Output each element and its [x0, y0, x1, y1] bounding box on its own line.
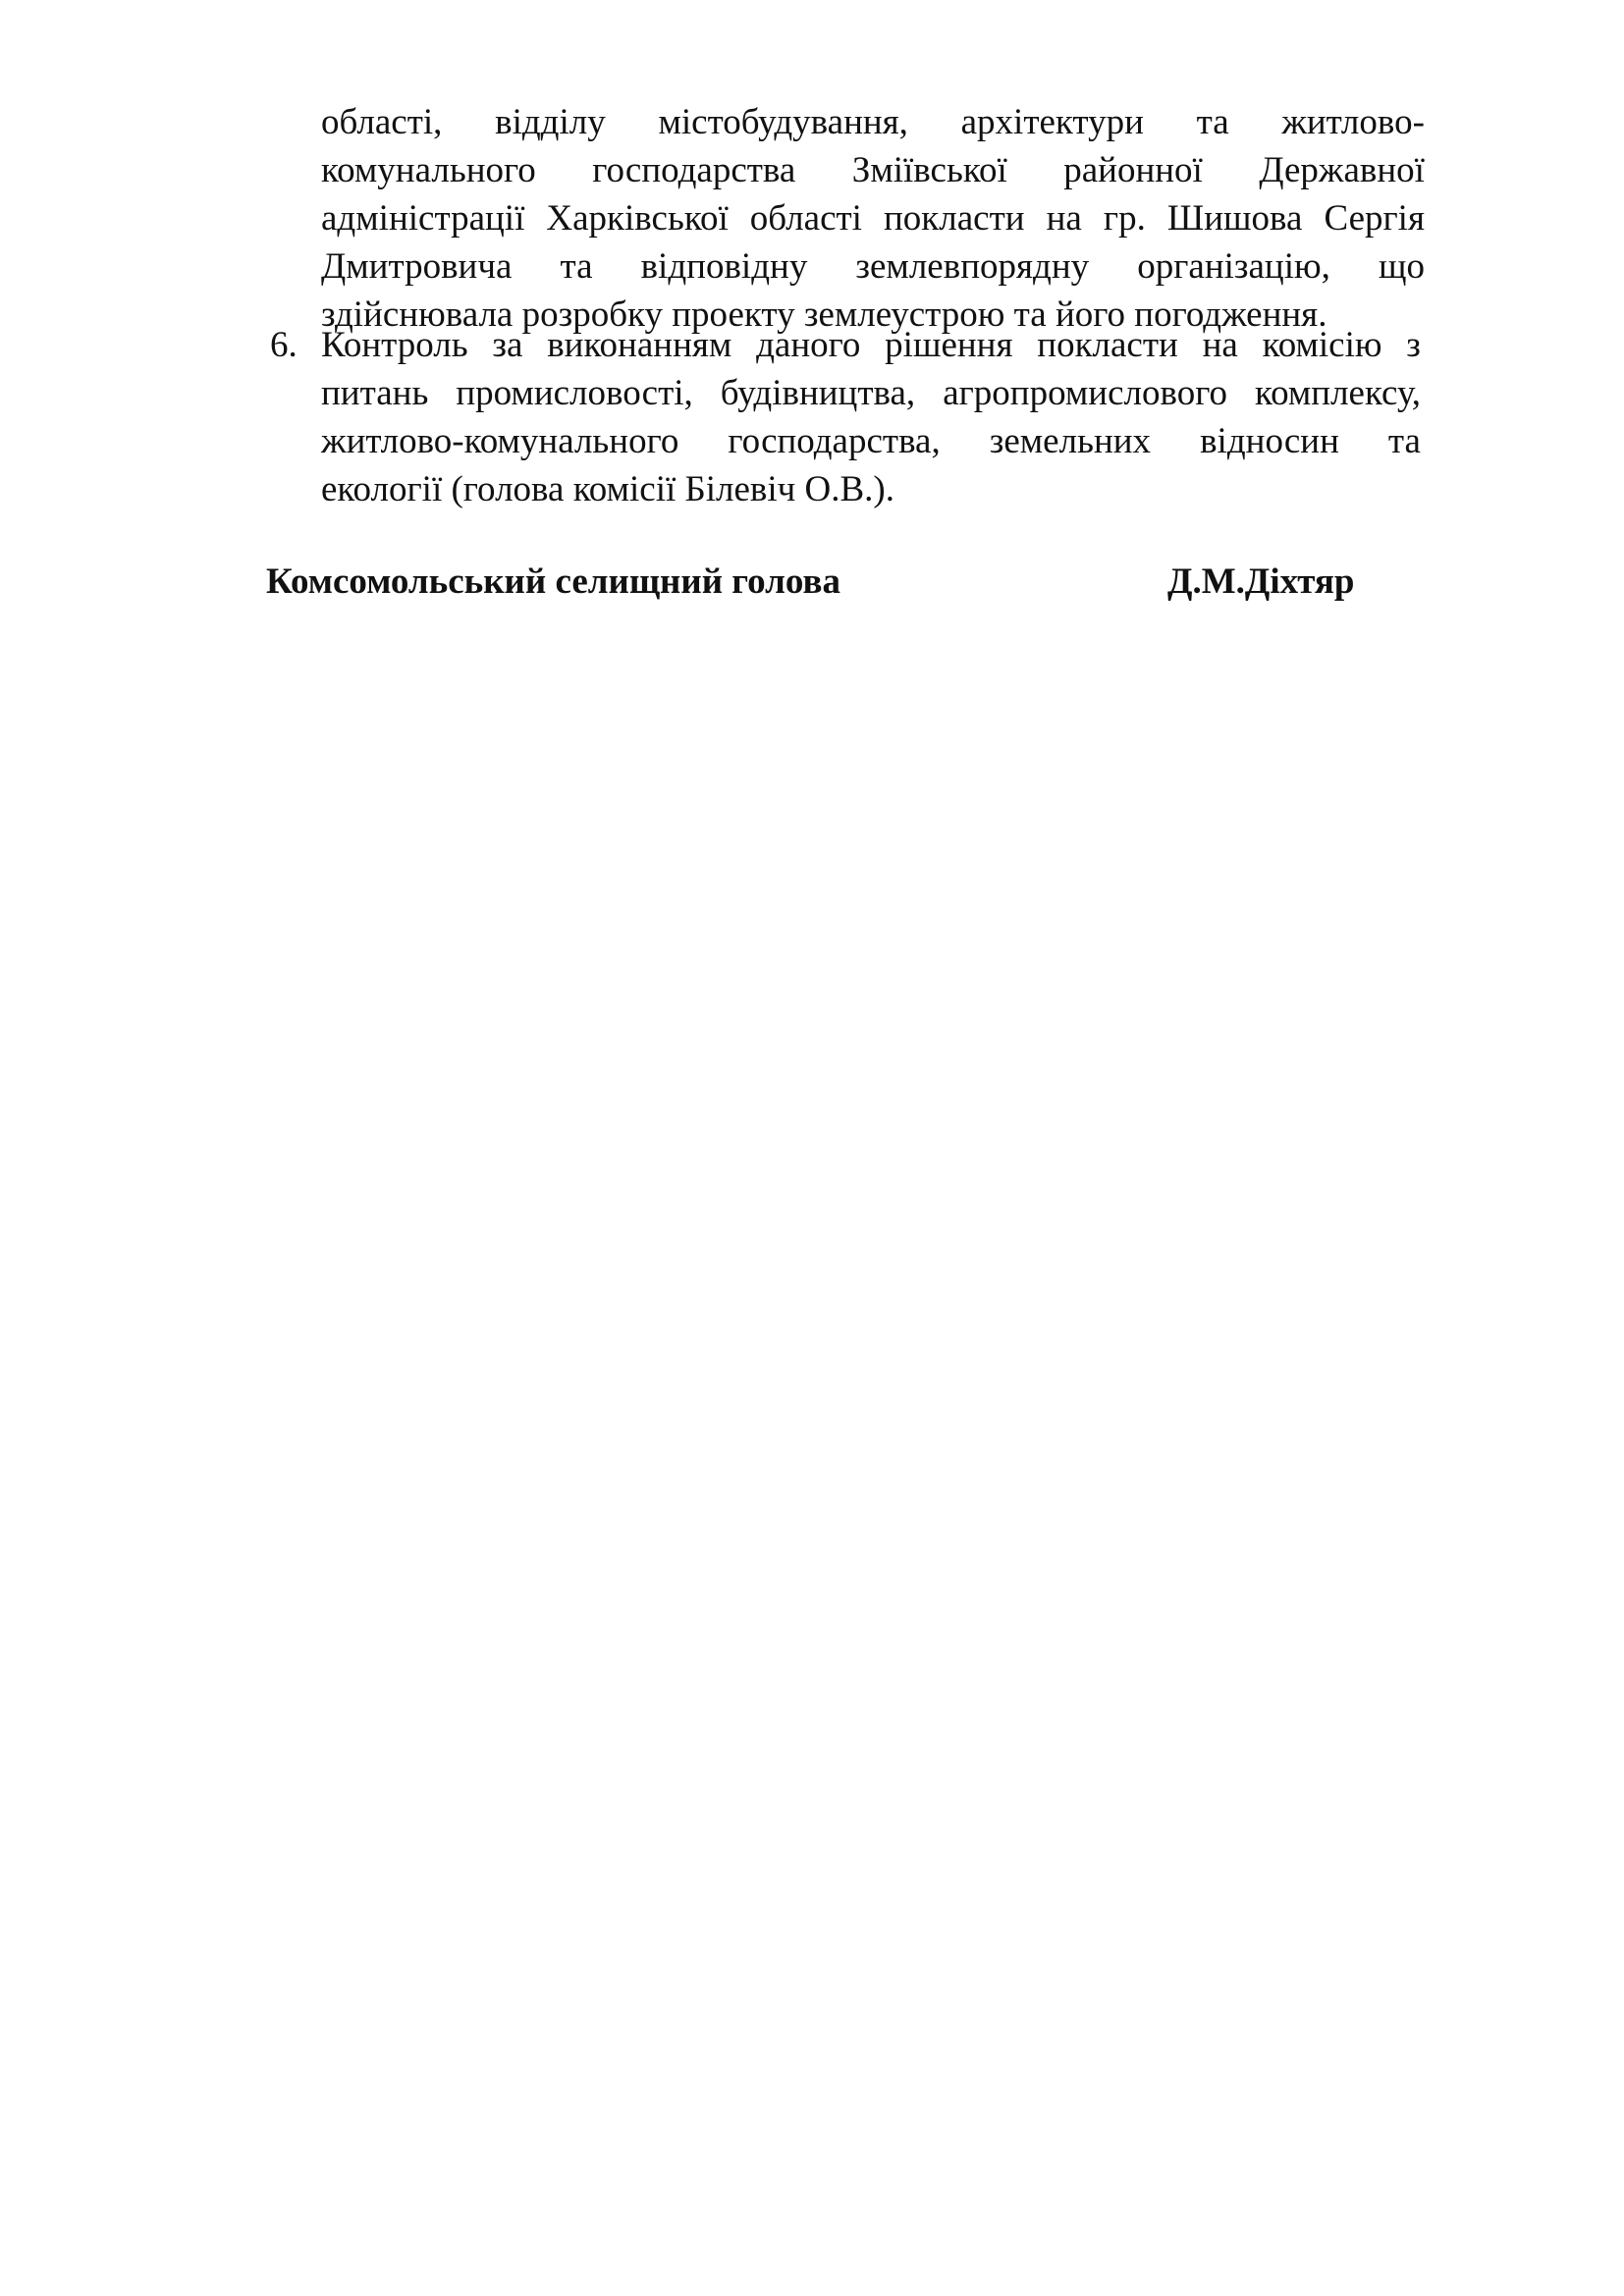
word: комплексу, [1254, 373, 1421, 413]
signatory-name: Д.М.Діхтяр [1167, 561, 1355, 602]
text-line [321, 321, 1421, 369]
list-item-number: 6. [270, 325, 298, 365]
text-line [321, 98, 1425, 146]
word: агропромислового [943, 373, 1227, 413]
word: Державної [1259, 150, 1425, 190]
word: господарства [592, 150, 796, 190]
word: здійснювала розробку проекту землеустрою та його погодження. [321, 294, 1327, 335]
word: промисловості, [456, 373, 693, 413]
word: на [1046, 198, 1082, 239]
word: даного [756, 325, 861, 365]
word: Шишова [1166, 198, 1303, 239]
word: гр. [1103, 198, 1146, 239]
word: Сергія [1324, 198, 1425, 239]
word: екології (голова комісії Білевіч О.В.). [321, 469, 894, 509]
text-line [321, 242, 1425, 291]
text-line [321, 465, 1421, 513]
word: з [1406, 325, 1421, 365]
text-line [321, 146, 1425, 194]
text-line [321, 194, 1425, 242]
word: Дмитровича [321, 246, 513, 287]
word: Харківської [546, 198, 729, 239]
word: Контроль [321, 325, 468, 365]
word: житлово- [1281, 102, 1425, 142]
word: житлово-комунального [321, 421, 679, 461]
word: покласти [1037, 325, 1178, 365]
word: та [560, 246, 593, 287]
word: на [1202, 325, 1238, 365]
word: організацію, [1137, 246, 1330, 287]
word: покласти [884, 198, 1025, 239]
word: Зміївської [851, 150, 1007, 190]
word: за [492, 325, 523, 365]
word: землевпорядну [855, 246, 1090, 287]
word: комісію [1262, 325, 1382, 365]
list-item-paragraph [321, 321, 1421, 513]
word: та [1196, 102, 1229, 142]
word: районної [1063, 150, 1203, 190]
signatory-title: Комсомольський селищний голова [266, 561, 840, 602]
word: будівництва, [720, 373, 916, 413]
word: відповідну [640, 246, 808, 287]
text-line [321, 369, 1421, 417]
word: виконанням [547, 325, 732, 365]
word: та [1387, 421, 1421, 461]
word: комунального [321, 150, 536, 190]
word: відділу [495, 102, 606, 142]
word: архітектури [960, 102, 1144, 142]
word: адміністрації [321, 198, 525, 239]
word: питань [321, 373, 429, 413]
word: містобудування, [658, 102, 908, 142]
word: рішення [885, 325, 1013, 365]
word: земельних [989, 421, 1152, 461]
word: області [749, 198, 862, 239]
word: відносин [1200, 421, 1339, 461]
continued-paragraph [321, 98, 1425, 339]
word: господарства, [728, 421, 941, 461]
text-line [321, 417, 1421, 465]
word: що [1378, 246, 1425, 287]
word: області, [321, 102, 443, 142]
